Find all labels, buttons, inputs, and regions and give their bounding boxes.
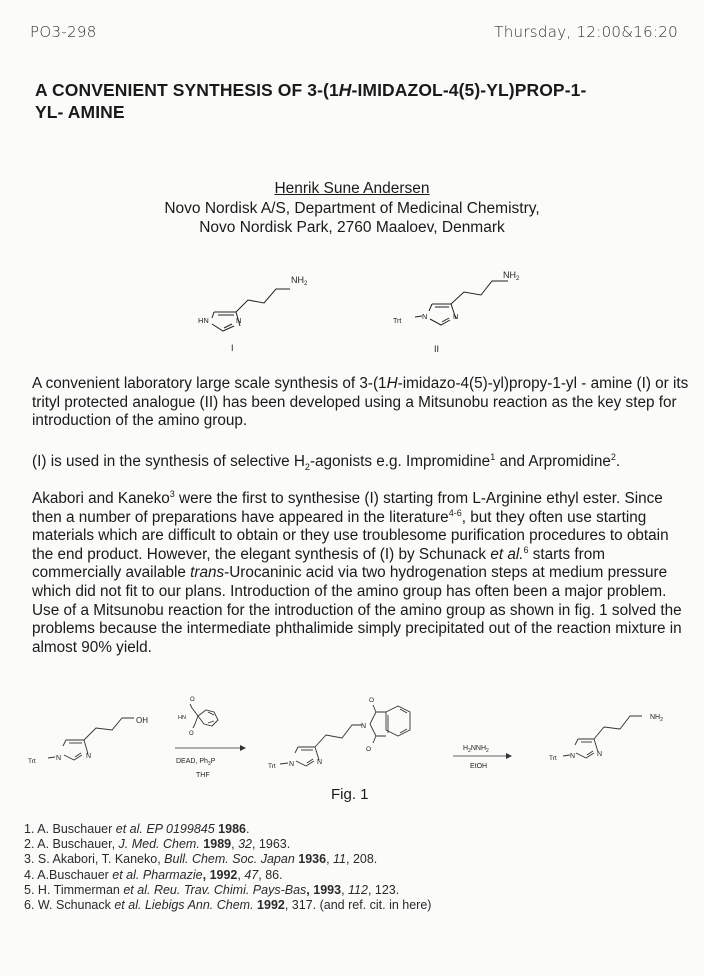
p3-text-b: were the first to synthesise (I) starting from L-Arginine ethyl ester. Since then a number of preparations have appeared in the literature: [32, 490, 663, 526]
figure-caption: Fig. 1: [331, 786, 369, 803]
p3-text-d: starts from commercially available: [32, 545, 606, 582]
n1-label: N: [570, 753, 576, 760]
imidazole-bond-lower: [430, 319, 450, 325]
reference-item: 6. W. Schunack et al. Liebigs Ann. Chem. 1992, 317. (and ref. cit. in here): [24, 898, 432, 913]
p3-trans: trans: [190, 564, 225, 582]
o-bottom-label: O: [366, 746, 372, 753]
p3-text-a: Akabori and Kaneko: [32, 490, 170, 507]
compound-label: I: [231, 343, 234, 353]
title-part1: A CONVENIENT SYNTHESIS OF 3-(1: [35, 80, 339, 100]
author-address: Novo Nordisk Park, 2760 Maaloev, Denmark: [199, 219, 505, 236]
propyl-chain: [451, 281, 508, 304]
compound-label: II: [434, 344, 440, 354]
oh-label: OH: [136, 716, 148, 725]
trt-bond: [415, 316, 422, 317]
p3-text-e: -Urocaninic acid via two hydrogenation steps at medium pressure which did not fit to our plans. Introduction of the amino group has often been a major problem. Use of a Mitsunobu reaction for the introduction of the amino group as shown in fig. 1 solved the problems because the intermediate phthalimide simply precipitated out of the reaction mixture in almost 90% yield.: [32, 564, 682, 656]
paper-title: [35, 79, 675, 123]
p1-text-b: -imidazo-4(5)-yl)propy-1-yl - amine (I) or its trityl protected analogue (II) has been developed using a Mitsunobu reaction as the key step for introduction of the amino group.: [32, 375, 689, 430]
amine-label: $NH_2$: [503, 270, 520, 282]
abstract-paragraph-3: [32, 490, 692, 657]
trt-label: Trt: [28, 758, 36, 765]
arrow-head-2: [506, 753, 512, 759]
reference-item: 4. A.Buschauer et al. Pharmazie, 1992, 47, 86.: [24, 867, 283, 882]
product-amine: [549, 714, 663, 762]
author-department: Novo Nordisk A/S, Department of Medicinal Chemistry,: [164, 200, 540, 217]
p1-text-a: A convenient laboratory large scale synthesis of 3-(1: [32, 375, 387, 392]
trt-label: Trt: [393, 318, 402, 325]
citation-1: 1: [490, 451, 496, 462]
citation-6: 6: [523, 544, 529, 555]
intermediate-phthalimide: [268, 697, 410, 770]
starting-alcohol: [28, 716, 148, 765]
reference-item: 2. A. Buschauer, J. Med. Chem. 1989, 32, 1963.: [24, 837, 291, 852]
ring-n1-label: N: [422, 312, 428, 321]
ring-n-label: N: [453, 312, 459, 321]
imidazole-bond: [429, 304, 432, 311]
ring-n-label: N: [236, 316, 242, 325]
p2-text-b: -agonists e.g. Impromidine: [309, 453, 491, 470]
reference-item: 3. S. Akabori, T. Kaneko, Bull. Chem. Soc. Japan 1936, 11, 208.: [24, 852, 378, 867]
reference-list: [24, 822, 431, 913]
citation-3: 3: [169, 488, 175, 499]
n3-label: N: [597, 751, 603, 758]
p2-text-c: and Arpromidine: [495, 453, 611, 470]
abstract-paragraph-2: [32, 453, 692, 472]
p2-text-d: .: [615, 453, 621, 470]
phthalimide-reagent: [178, 697, 218, 737]
propyl-chain: [236, 289, 290, 312]
amine-label: $NH_2$: [650, 714, 663, 723]
structure-compound-ii: [388, 266, 528, 358]
ring-nh-label: HN: [198, 316, 209, 325]
reaction-scheme: [0, 688, 704, 788]
author-name: Henrik Sune Andersen: [274, 180, 430, 197]
p3-text-c: , but they often use starting materials which are difficult to obtain or they use troublesome purification procedures to obtain the end product. However, the elegant synthesis of (I) by Schunack: [32, 508, 669, 563]
trt-label: Trt: [549, 755, 557, 762]
imide-n-label: N: [361, 723, 367, 730]
o-top-label: O: [190, 697, 195, 703]
imidazole-bond: [212, 312, 214, 318]
citation-4-6: 4-6: [448, 507, 462, 518]
p2-subscript: 2: [304, 462, 310, 473]
amine-label: $NH_2$: [291, 275, 308, 287]
n3-label: N: [86, 753, 92, 760]
conditions-2: THF: [196, 772, 210, 779]
title-part2: -IMIDAZOL-4(5)-YL)PROP-1-: [351, 80, 587, 100]
o-top-label: O: [369, 697, 375, 704]
abstract-paragraph-1: [32, 375, 692, 431]
citation-2: 2: [610, 451, 616, 462]
abstract-code: PO3-298: [30, 23, 97, 41]
session-time: Thursday, 12:00&16:20: [494, 23, 678, 41]
n1-label: N: [56, 755, 62, 762]
nh-label: HN: [178, 715, 186, 721]
conditions-1: DEAD, $Ph_3P$: [176, 758, 216, 767]
title-italic-h: H: [338, 80, 352, 100]
structure-compound-i: [190, 262, 320, 357]
hydrazine-label: $H_2NNH_2$: [463, 745, 489, 754]
p1-italic-h: H: [386, 375, 398, 392]
title-line2: YL- AMINE: [35, 102, 125, 122]
p3-et-al: et al.: [490, 545, 524, 563]
trt-label: Trt: [268, 763, 276, 770]
reference-item: 1. A. Buschauer et al. EP 0199845 1986.: [24, 822, 250, 836]
arrow-head-1: [240, 745, 246, 751]
solvent-label: EtOH: [470, 763, 488, 770]
p2-text-a: (I) is used in the synthesis of selective H: [32, 453, 305, 470]
o-bottom-label: O: [189, 731, 194, 737]
n3-label: N: [317, 759, 323, 766]
reference-item: 5. H. Timmerman et al. Reu. Trav. Chimi. Pays-Bas, 1993, 112, 123.: [24, 882, 400, 897]
n1-label: N: [289, 761, 295, 768]
